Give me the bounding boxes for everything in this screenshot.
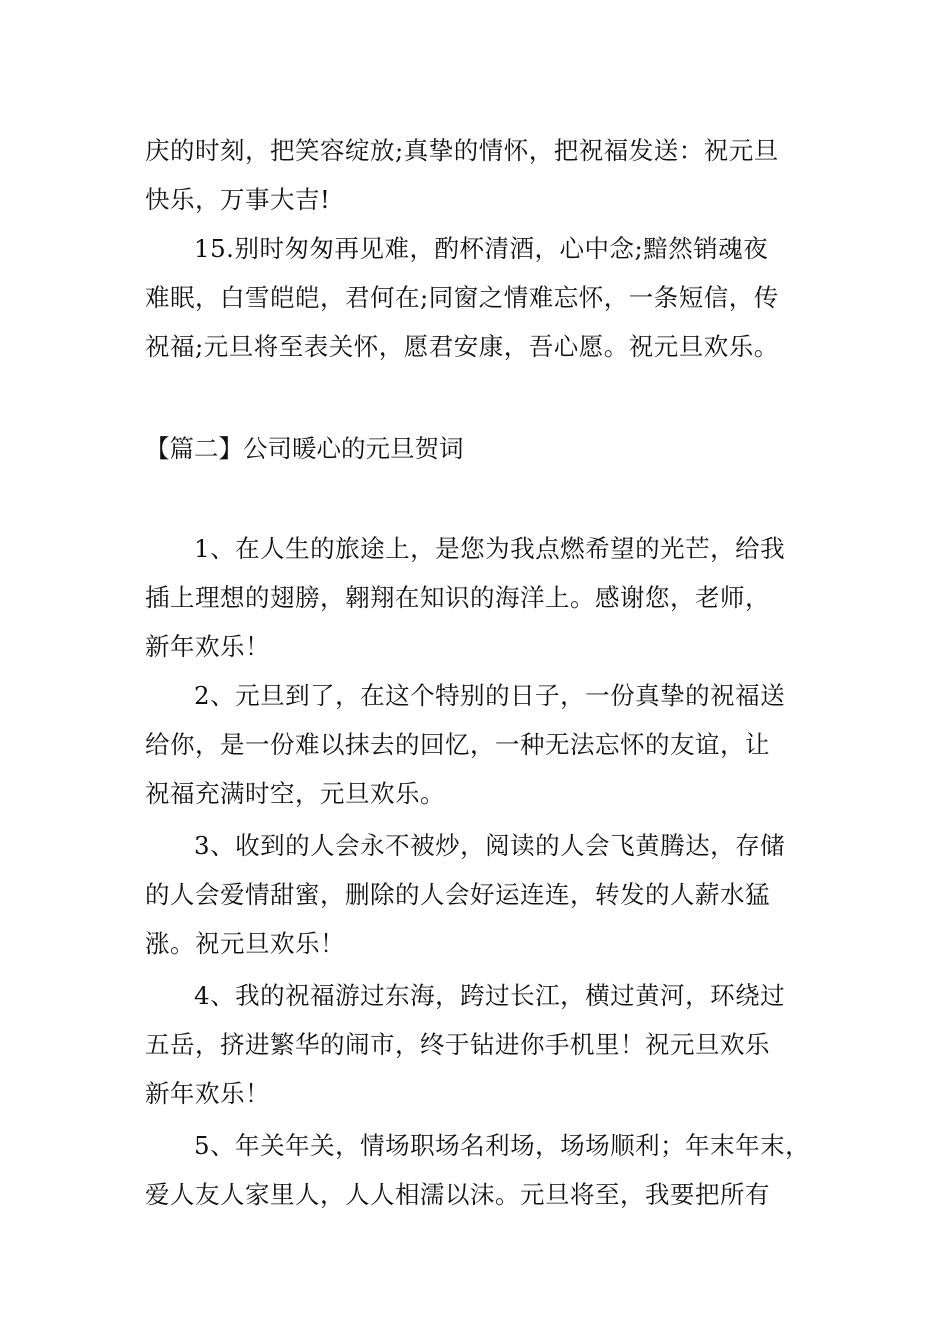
- section-heading: 【篇二】公司暖心的元旦贺词: [145, 434, 464, 463]
- paragraph-item-15: 15.别时匆匆再见难，酌杯清酒，心中念;黯然销魂夜 难眠，白雪皑皑，君何在;同窗之情难忘怀，一条短信，传 祝福;元旦将至表关怀，愿君安康，吾心愿。祝元旦欢乐。: [145, 234, 779, 361]
- paragraph-item-5: 5、年关年关，情场职场名利场，场场顺利；年末年末， 爱人友人家里人，人人相濡以沫。元旦将至，我要把所有: [145, 1131, 811, 1209]
- paragraph-item-4: 4、我的祝福游过东海，跨过长江，横过黄河，环绕过 五岳，挤进繁华的闹市，终于钻进你手机里！祝元旦欢乐 新年欢乐！: [145, 981, 786, 1108]
- paragraph-item-2: 2、元旦到了，在这个特别的日子，一份真挚的祝福送 给你，是一份难以抹去的回忆，一种无法忘怀的友谊，让 祝福充满时空，元旦欢乐。: [145, 681, 786, 808]
- paragraph-item-3: 3、收到的人会永不被炒，阅读的人会飞黄腾达，存储 的人会爱情甜蜜，删除的人会好运连连，转发的人薪水猛 涨。祝元旦欢乐！: [145, 831, 786, 958]
- paragraph-continuation: 庆的时刻，把笑容绽放;真挚的情怀，把祝福发送：祝元旦 快乐，万事大吉!: [145, 136, 779, 214]
- paragraph-item-1: 1、在人生的旅途上，是您为我点燃希望的光芒，给我 插上理想的翅膀，翱翔在知识的海洋上。感谢您，老师， 新年欢乐！: [145, 534, 786, 661]
